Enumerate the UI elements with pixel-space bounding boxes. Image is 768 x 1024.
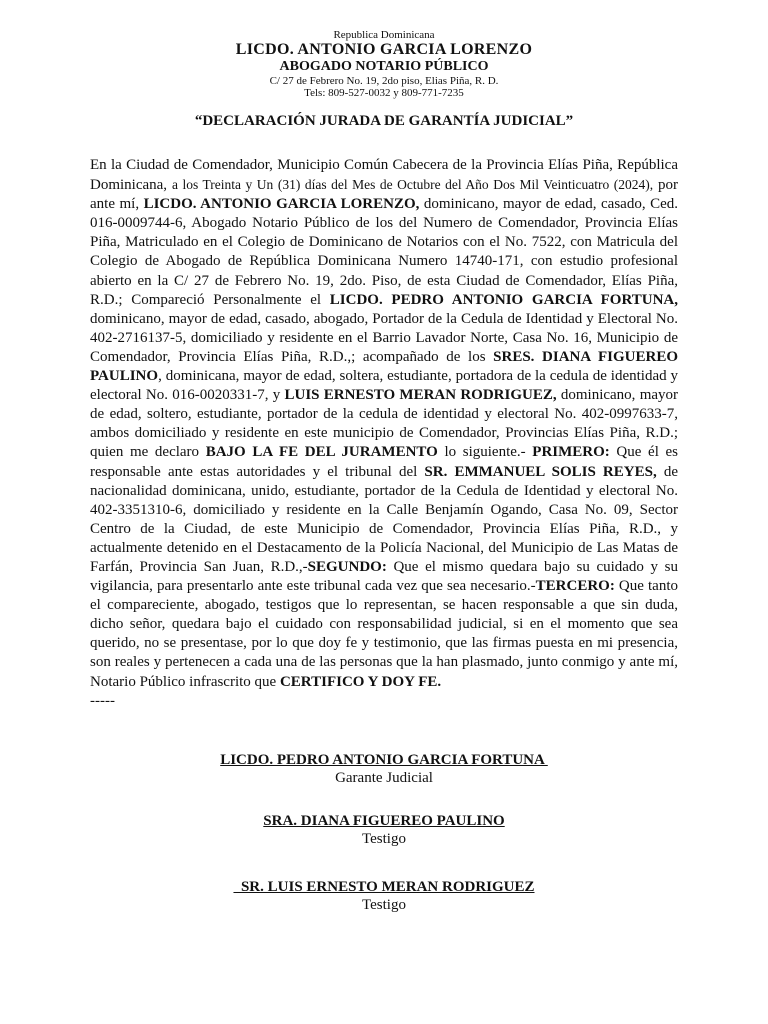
- signature-role: Garante Judicial: [335, 770, 433, 786]
- body-text: Que el mismo quedara bajo su cuidado y su vigilancia, para presentarlo ante este tribunal cada vez que sea necesario.-: [90, 558, 678, 595]
- body-text: dominicano, mayor de edad, casado, abogado, Portador de la Cedula de Identidad y Electoral No. 402-2716137-5, domiciliado y residente en el Barrio Lavador Norte, Casa No. 16, Municipio de Comendador, Provincia Elías Piña, R.D.,; acompañado de los: [90, 310, 678, 365]
- body-text: dominicano, mayor de edad, casado, Ced. 016-0009744-6, Abogado Notario Público de los del Numero de Comendador, Provincia Elías Piña, Matriculado en el Colegio de Dominicano de Notarios con el No. 7522, con Matricula del Colegio de Abogado de República Dominicana Numero 14740-171, con estudio profesional abierto en la C/ 27 de Febrero No. 19, 2do. Piso, de esta Ciudad de Comendador, Elías Piña, R.D.; Compareció Personalmente el: [90, 196, 678, 308]
- country-line: Republica Dominicana: [333, 29, 435, 41]
- body-text: dominicano, mayor de edad, soltero, estudiante, portador de la cedula de identidad y electoral No. 402-0997633-7, ambos domiciliado y residente en este municipio de Comendador, Provincias Elías Piña, R.D.; quien me declaro: [90, 387, 679, 461]
- office-phones: Tels: 809-527-0032 y 809-771-7235: [304, 87, 464, 99]
- body-date-text: a los Treinta y Un (31) días del Mes de Octubre del Año Dos Mil Veinticuatro (2024),: [171, 177, 654, 193]
- third-clause-label: TERCERO:: [535, 578, 615, 595]
- body-text: de nacionalidad dominicana, unido, estudiante, portador de la Cedula de Identidad y electoral No. 402-3351310-6, domiciliado y residente en la Calle Benjamín Ogando, Casa No. 09, Sector Centro de la Ciudad, de este Municipio de Comendador, Provincia Elías Piña, R.D., y actualmente detenido en el Destacamento de la Policía Nacional, del Municipio de Las Matas de Farfán, Provincia San Juan, R.D.,-: [90, 463, 678, 575]
- signature-block-guarantor: [0, 751, 768, 787]
- oath-phrase: BAJO LA FE DEL JURAMENTO: [205, 444, 438, 461]
- second-clause-label: SEGUNDO:: [307, 558, 387, 575]
- signature-name: LICDO. PEDRO ANTONIO GARCIA FORTUNA: [220, 752, 548, 768]
- signature-name: SR. LUIS ERNESTO MERAN RODRIGUEZ: [233, 879, 535, 895]
- document-title: “DECLARACIÓN JURADA DE GARANTÍA JUDICIAL”: [194, 113, 574, 129]
- body-text: Que él es responsable ante estas autoridades y el tribunal del: [90, 444, 678, 480]
- signature-block-witness2: [0, 878, 768, 914]
- signature-role: Testigo: [362, 897, 406, 913]
- body-text: por ante mí,: [90, 177, 679, 213]
- notary-name: LICDO. ANTONIO GARCIA LORENZO: [235, 41, 533, 58]
- signature-role: Testigo: [362, 831, 406, 847]
- letterhead: [0, 29, 768, 99]
- notary-name-inline: LICDO. ANTONIO GARCIA LORENZO,: [143, 196, 420, 213]
- witness2-name-inline: LUIS ERNESTO MERAN RODRIGUEZ,: [284, 387, 557, 404]
- certify-phrase: CERTIFICO Y DOY FE.: [279, 673, 442, 690]
- first-clause-label: PRIMERO:: [532, 444, 610, 461]
- office-address: C/ 27 de Febrero No. 19, 2do piso, Elias Piña, R. D.: [269, 75, 499, 87]
- detainee-name-inline: SR. EMMANUEL SOLIS REYES,: [424, 463, 657, 480]
- body-text: lo siguiente.-: [437, 444, 533, 461]
- signature-block-witness1: [0, 812, 768, 848]
- witness1-name-inline: SRES. DIANA FIGUEREO PAULINO: [90, 348, 679, 385]
- notary-profession: ABOGADO NOTARIO PÚBLICO: [279, 59, 489, 74]
- declaration-body: [90, 156, 678, 711]
- guarantor-name-inline: LICDO. PEDRO ANTONIO GARCIA FORTUNA,: [329, 291, 678, 308]
- body-text: En la Ciudad de Comendador, Municipio Común Cabecera de la Provincia Elías Piña, República Dominicana,: [90, 157, 678, 194]
- body-text: Que tanto el compareciente, abogado, testigos que lo representan, se hacen responsable a que sin duda, dicho señor, quedara bajo el cuidado con responsabilidad judicial, si en el momento que sea querido, no se presentase, por lo que doy fe y testimonio, que las firmas puesta en mi presencia, son reales y pertenecen a cada una de las personas que la han plasmado, junto conmigo y ante mí, Notario Público infrascrito que: [90, 578, 679, 690]
- closing-dashes: -----: [90, 692, 115, 709]
- signature-name: SRA. DIANA FIGUEREO PAULINO: [263, 813, 505, 829]
- body-text: , dominicana, mayor de edad, soltera, estudiante, portadora de la cedula de identidad y electoral No. 016-0020331-7, y: [90, 368, 678, 404]
